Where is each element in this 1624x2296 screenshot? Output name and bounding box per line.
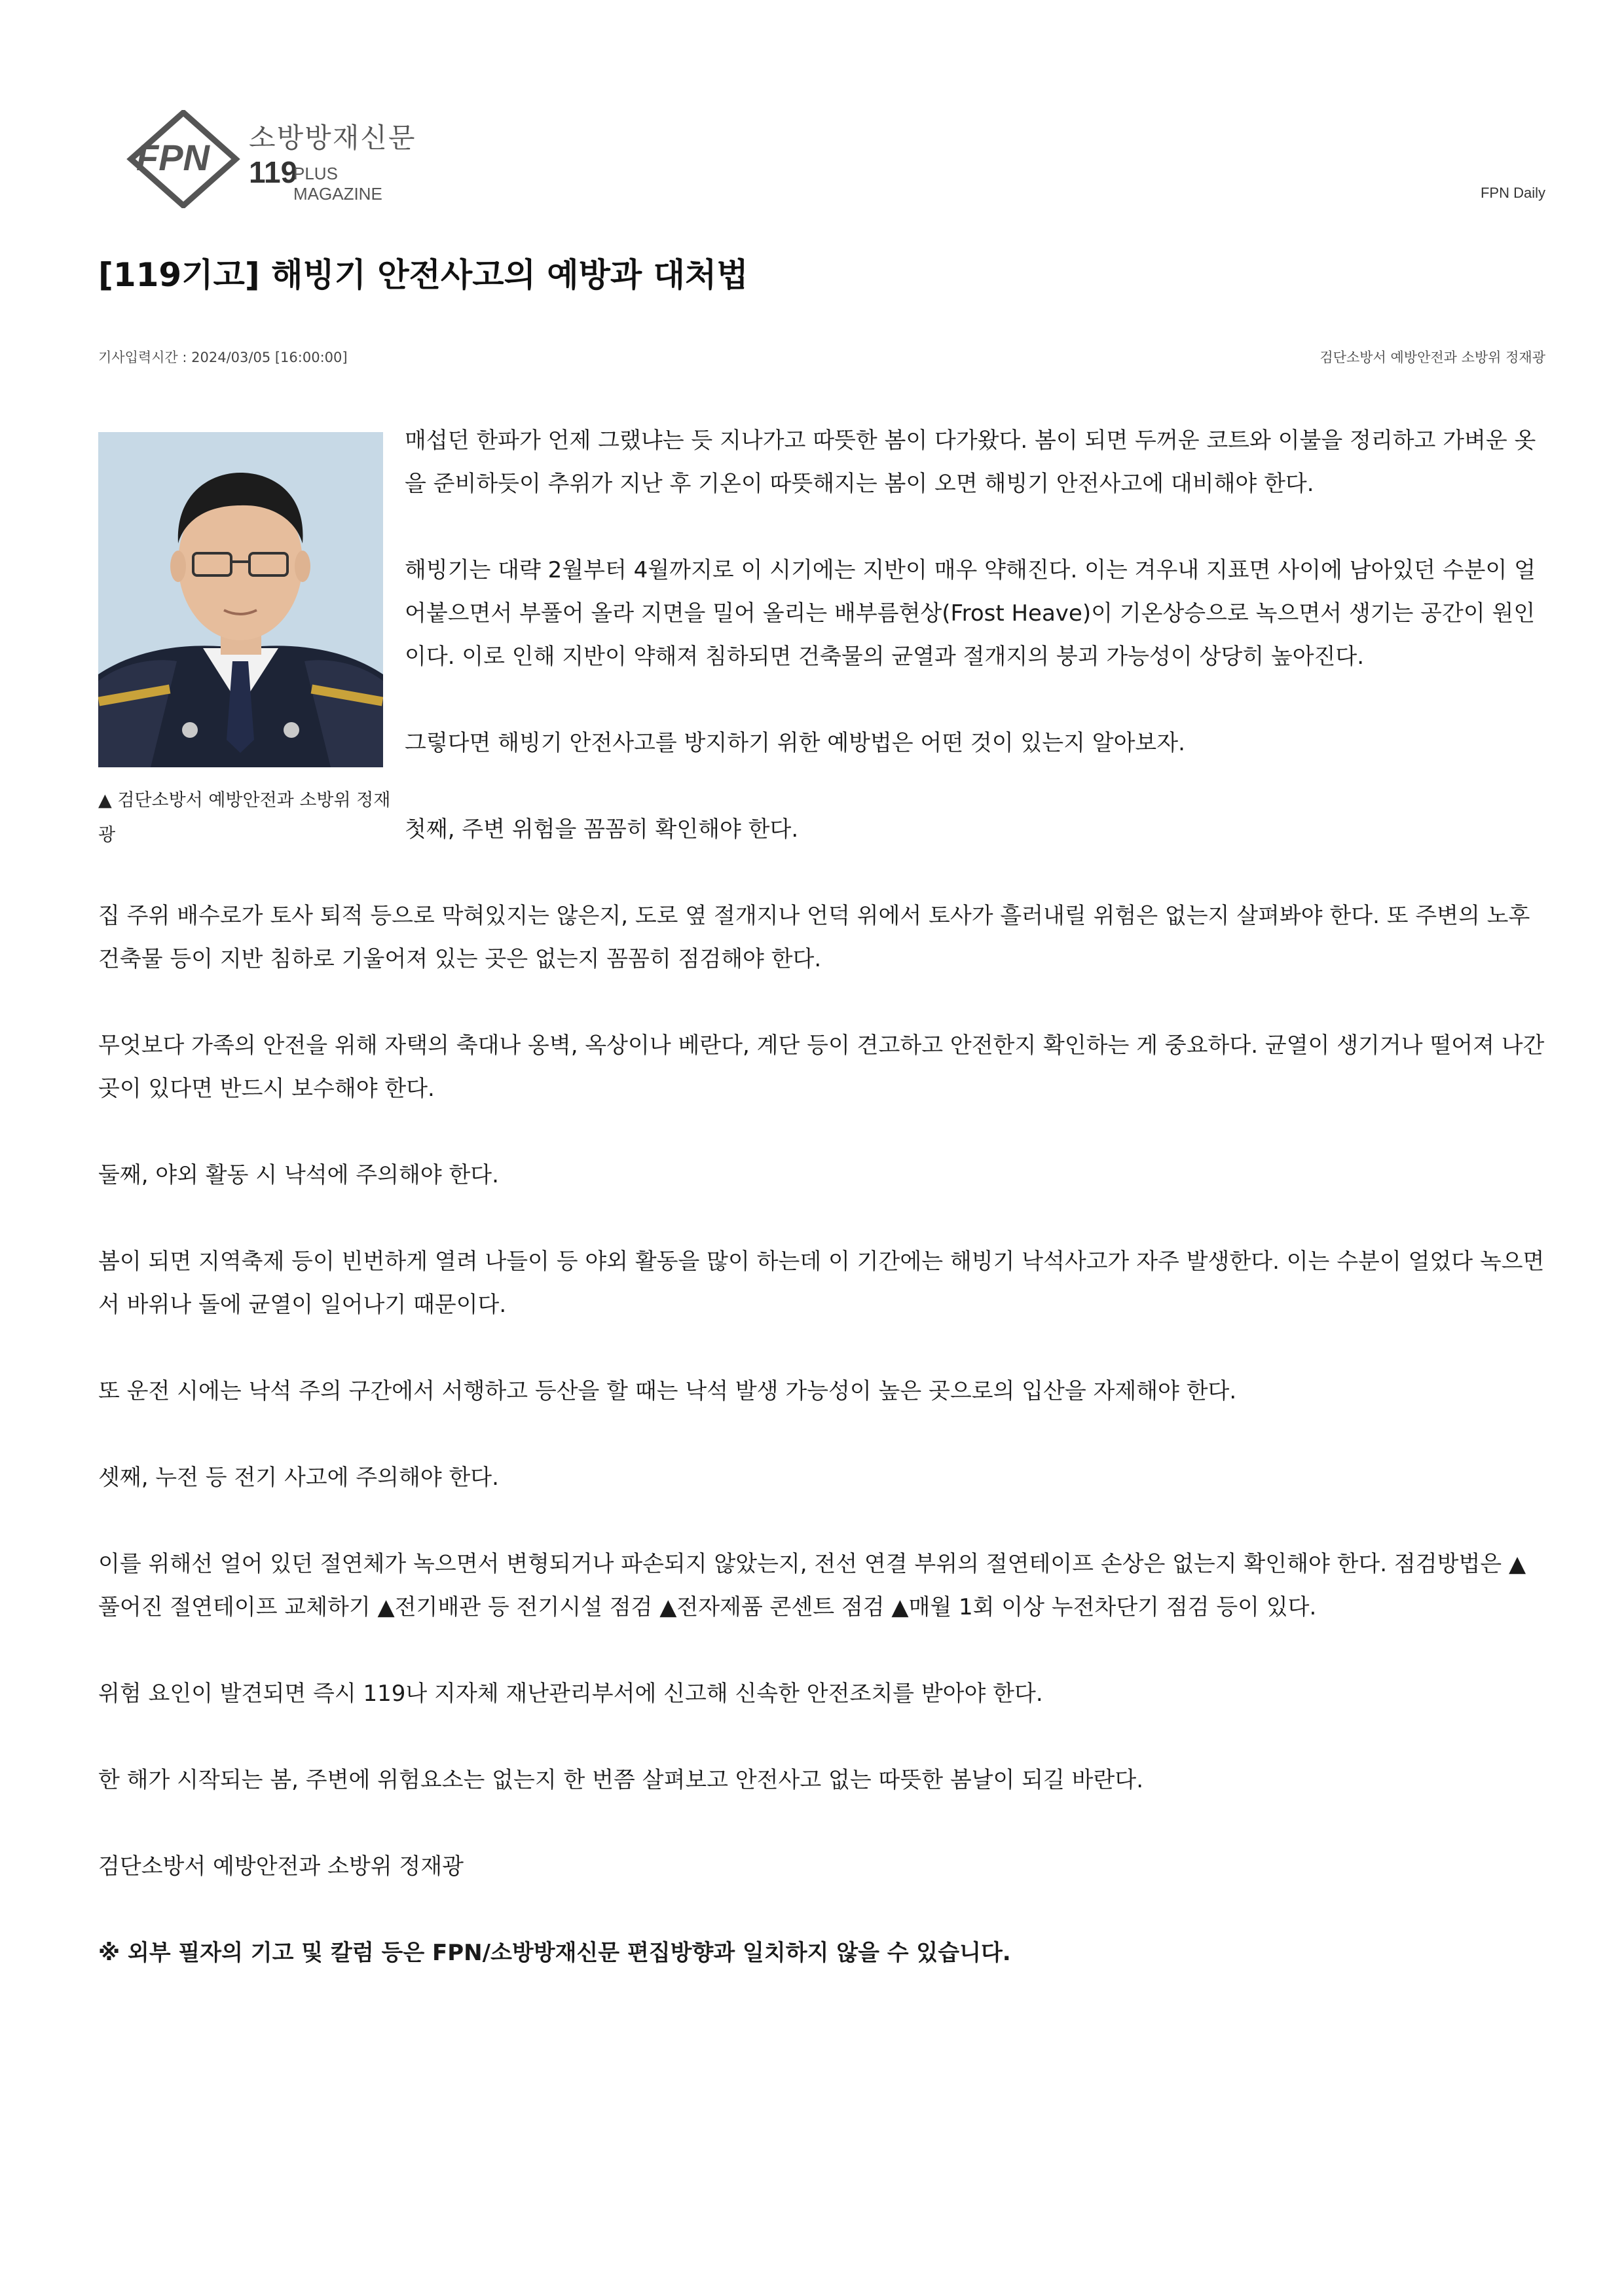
article-date: 기사입력시간 : 2024/03/05 [16:00:00] — [98, 350, 348, 365]
paragraph: 또 운전 시에는 낙석 주의 구간에서 서행하고 등산을 할 때는 낙석 발생 가능성이 높은 곳으로의 입산을 자제해야 한다. — [98, 1378, 1237, 1404]
site-logo[interactable] — [124, 110, 426, 208]
author-signature: 검단소방서 예방안전과 소방위 정재광 — [98, 1853, 464, 1880]
paragraph: 셋째, 누전 등 전기 사고에 주의해야 한다. — [98, 1465, 499, 1491]
logo-name: 소방방재신문 — [249, 122, 416, 154]
paragraph: 무엇보다 가족의 안전을 위해 자택의 축대나 옹벽, 옥상이나 베란다, 계단 등이 견고하고 안전한지 확인하는 게 중요하다. 균열이 생기거나 떨어져 나간 곳이 있다면 반드시 보수해야 한다. — [98, 1032, 1545, 1102]
article-body — [98, 419, 1545, 2018]
paragraph: 둘째, 야외 활동 시 낙석에 주의해야 한다. — [98, 1162, 499, 1188]
paragraph: 첫째, 주변 위험을 꼼꼼히 확인해야 한다. — [405, 816, 799, 843]
article-title: [119기고] 해빙기 안전사고의 예방과 대처법 — [98, 256, 748, 294]
logo-mark-text: FPN — [136, 137, 210, 178]
paragraph: 집 주위 배수로가 토사 퇴적 등으로 막혀있지는 않은지, 도로 옆 절개지나 언덕 위에서 토사가 흘러내릴 위험은 없는지 살펴봐야 한다. 또 주변의 노후 건축물 등이 지반 침하로 기울어져 있는 곳은 없는지 꼼꼼히 점검해야 한다. — [98, 903, 1530, 972]
paragraph: 이를 위해선 얼어 있던 절연체가 녹으면서 변형되거나 파손되지 않았는지, 전선 연결 부위의 절연테이프 손상은 없는지 확인해야 한다. 점검방법은 ▲풀어진 절연테이프 교체하기 ▲전기배관 등 전기시설 점검 ▲전자제품 콘센트 점검 ▲매월 1회 이상 누전차단기 점검 등이 있다. — [98, 1551, 1526, 1620]
fpn-logo-icon — [124, 110, 242, 208]
paragraph: 해빙기는 대략 2월부터 4월까지로 이 시기에는 지반이 매우 약해진다. 이는 겨우내 지표면 사이에 남아있던 수분이 얼어붙으면서 부풀어 올라 지면을 밀어 올리는 배부름현상(Frost Heave)이 기온상승으로 녹으면서 생기는 공간이 원인이다. 이로 인해 지반이 약해져 침하되면 건축물의 균열과 절개지의 붕괴 가능성이 상당히 높아진다. — [405, 557, 1536, 670]
paragraph: 그렇다면 해빙기 안전사고를 방지하기 위한 예방법은 어떤 것이 있는지 알아보자. — [405, 730, 1185, 756]
logo-119: 119 — [249, 155, 298, 189]
site-label: FPN Daily — [1480, 185, 1545, 201]
paragraph: 매섭던 한파가 언제 그랬냐는 듯 지나가고 따뜻한 봄이 다가왔다. 봄이 되면 두꺼운 코트와 이불을 정리하고 가벼운 옷을 준비하듯이 추위가 지난 후 기온이 따뜻해지는 봄이 오면 해빙기 안전사고에 대비해야 한다. — [405, 428, 1536, 497]
paragraph: 한 해가 시작되는 봄, 주변에 위험요소는 없는지 한 번쯤 살펴보고 안전사고 없는 따뜻한 봄날이 되길 바란다. — [98, 1767, 1144, 1793]
paragraph: 위험 요인이 발견되면 즉시 119나 지자체 재난관리부서에 신고해 신속한 안전조치를 받아야 한다. — [98, 1681, 1043, 1707]
article-author: 검단소방서 예방안전과 소방위 정재광 — [1320, 350, 1545, 365]
photo-caption: ▲ 검단소방서 예방안전과 소방위 정재광 — [98, 790, 391, 845]
paragraph: 봄이 되면 지역축제 등이 빈번하게 열려 나들이 등 야외 활동을 많이 하는데 이 기간에는 해빙기 낙석사고가 자주 발생한다. 이는 수분이 얼었다 녹으면서 바위나 돌에 균열이 일어나기 때문이다. — [98, 1248, 1545, 1318]
disclaimer: ※ 외부 필자의 기고 및 칼럼 등은 FPN/소방방재신문 편집방향과 일치하지 않을 수 있습니다. — [98, 1940, 1011, 1966]
logo-magazine: PLUS MAGAZINE — [293, 164, 382, 204]
